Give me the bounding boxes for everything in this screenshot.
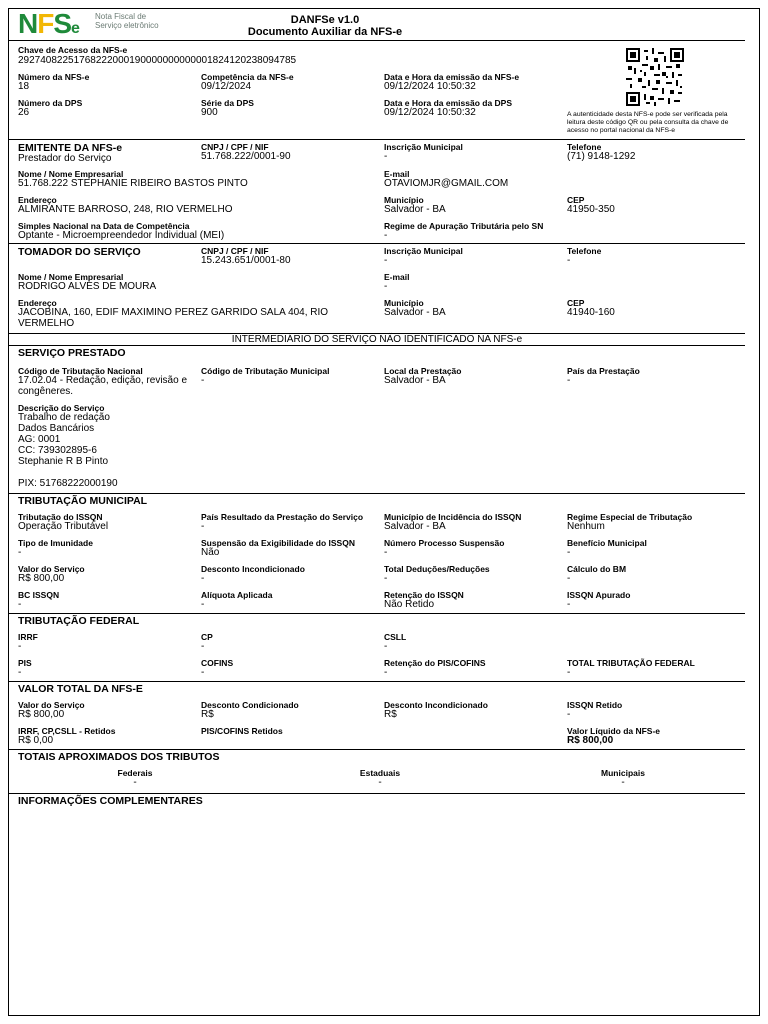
emitente-municipio-label: Município	[384, 195, 424, 205]
cod-nacional-label: Código de Tributação Nacional	[18, 366, 143, 376]
divider	[9, 493, 745, 494]
municipais: -	[621, 777, 625, 788]
pais-prestacao-label: País da Prestação	[567, 366, 640, 376]
numero-dps-label: Número da DPS	[18, 98, 83, 108]
federais-label: Federais	[117, 768, 153, 778]
tomador-email-label: E-mail	[384, 272, 410, 282]
tomador-municipio-label: Município	[384, 298, 424, 308]
pis: -	[18, 667, 22, 678]
desc-incond-label: Desconto Incondicionado	[201, 564, 305, 574]
retencao-issqn-label: Retenção do ISSQN	[384, 590, 464, 600]
processo-suspensao: -	[384, 547, 388, 558]
tomador-cep-label: CEP	[567, 298, 585, 308]
simples-label: Simples Nacional na Data de Competência	[18, 221, 190, 231]
processo-suspensao-label: Número Processo Suspensão	[384, 538, 505, 548]
csll-label: CSLL	[384, 632, 407, 642]
emitente-telefone-label: Telefone	[567, 142, 602, 152]
desc-incond: -	[201, 573, 205, 584]
mun-incidencia: Salvador - BA	[384, 521, 446, 532]
federais: -	[133, 777, 137, 788]
emissao-dps-label: Data e Hora da emissão da DPS	[384, 98, 513, 108]
intermediario-notice: INTERMEDIÁRIO DO SERVIÇO NÃO IDENTIFICADO NA NFS-e	[231, 334, 523, 345]
tomador-im: -	[384, 255, 388, 266]
emitente-subtitle: Prestador do Serviço	[18, 153, 112, 164]
emitente-nome: 51.768.222 STEPHANIE RIBEIRO BASTOS PINTO	[18, 178, 248, 189]
issqn-apurado: -	[567, 599, 571, 610]
numero-nfse-label: Número da NFS-e	[18, 72, 90, 82]
numero-dps: 26	[18, 107, 30, 118]
emitente-telefone: (71) 9148-1292	[567, 151, 636, 162]
tomador-cnpj-label: CNPJ / CPF / NIF	[201, 246, 269, 256]
trib-fed-title: TRIBUTAÇÃO FEDERAL	[18, 615, 140, 627]
tomador-endereco: JACOBINA, 160, EDIF MAXIMINO PEREZ GARRIDO SALA 404, RIO VERMELHO	[18, 307, 329, 329]
totais-title: TOTAIS APROXIMADOS DOS TRIBUTOS	[18, 751, 220, 763]
tomador-cep: 41940-160	[567, 307, 615, 318]
valor-servico: R$ 800,00	[18, 573, 65, 584]
divider	[9, 793, 745, 794]
competencia: 09/12/2024	[201, 81, 252, 92]
divider	[9, 345, 745, 346]
imunidade-label: Tipo de Imunidade	[18, 538, 93, 548]
irrf-label: IRRF	[18, 632, 38, 642]
chave-label: Chave de Acesso da NFS-e	[18, 45, 128, 55]
trib-issqn-label: Tributação do ISSQN	[18, 512, 103, 522]
emitente-municipio: Salvador - BA	[384, 204, 446, 215]
tomador-telefone: -	[567, 255, 571, 266]
divider	[9, 40, 745, 41]
qr-note: A autenticidade desta NFS-e pode ser verificada pela leitura deste código QR ou pela consulta da chave de acesso no portal nacional da NFS-e	[567, 111, 729, 134]
issqn-retido: -	[567, 709, 571, 720]
document-subtitle: Documento Auxiliar da NFS-e	[247, 26, 403, 38]
vt-valor: R$ 800,00	[18, 709, 65, 720]
cofins-label: COFINS	[201, 658, 234, 668]
divider	[9, 139, 745, 140]
emitente-cep: 41950-350	[567, 204, 615, 215]
desc-cond: R$	[201, 709, 214, 720]
beneficio: -	[567, 547, 571, 558]
suspensao: Não	[201, 547, 220, 558]
csll: -	[384, 641, 388, 652]
emitente-title: EMITENTE DA NFS-e	[18, 142, 123, 154]
emitente-endereco-label: Endereço	[18, 195, 57, 205]
pais-result-label: País Resultado da Prestação do Serviço	[201, 512, 364, 522]
trib-issqn: Operação Tributável	[18, 521, 109, 532]
emitente-cnpj-label: CNPJ / CPF / NIF	[201, 142, 269, 152]
bc-issqn: -	[18, 599, 22, 610]
estaduais-label: Estaduais	[359, 768, 401, 778]
divider	[9, 681, 745, 682]
cp-label: CP	[201, 632, 213, 642]
tomador-municipio: Salvador - BA	[384, 307, 446, 318]
pais-result: -	[201, 521, 205, 532]
calculo-bm-label: Cálculo do BM	[567, 564, 627, 574]
total-deducoes-label: Total Deduções/Reduções	[384, 564, 490, 574]
emitente-cep-label: CEP	[567, 195, 585, 205]
tomador-nome: RODRIGO ALVES DE MOURA	[18, 281, 157, 292]
suspensao-label: Suspensão da Exigibilidade do ISSQN	[201, 538, 355, 548]
retencao-pis: -	[384, 667, 388, 678]
emitente-cnpj: 51.768.222/0001-90	[201, 151, 291, 162]
cod-nacional: 17.02.04 - Redação, edição, revisão e congêneres.	[18, 375, 187, 397]
tomador-cnpj: 15.243.651/0001-80	[201, 255, 291, 266]
competencia-label: Competência da NFS-e	[201, 72, 294, 82]
imunidade: -	[18, 547, 22, 558]
regime-especial-label: Regime Especial de Tributação	[567, 512, 693, 522]
descricao-line: Trabalho de redação	[18, 412, 110, 423]
emissao-nfse: 09/12/2024 10:50:32	[384, 81, 476, 92]
valor-liquido: R$ 800,00	[567, 735, 614, 746]
cofins: -	[201, 667, 205, 678]
irrf: -	[18, 641, 22, 652]
vt-desc-incond: R$	[384, 709, 397, 720]
tomador-title: TOMADOR DO SERVIÇO	[18, 246, 141, 258]
regime-sn-label: Regime de Apuração Tributária pelo SN	[384, 221, 544, 231]
divider	[9, 749, 745, 750]
aliquota-label: Alíquota Aplicada	[201, 590, 273, 600]
retencao-issqn: Não Retido	[384, 599, 435, 610]
emitente-endereco: ALMIRANTE BARROSO, 248, RIO VERMELHO	[18, 204, 233, 215]
local-prestacao-label: Local da Prestação	[384, 366, 462, 376]
beneficio-label: Benefício Municipal	[567, 538, 647, 548]
aliquota: -	[201, 599, 205, 610]
cod-municipal: -	[201, 375, 205, 386]
chave-value: 29274082251768222000190000000000001824120238094785	[18, 55, 297, 66]
pix-line: PIX: 51768222000190	[18, 478, 118, 489]
bc-issqn-label: BC ISSQN	[18, 590, 60, 600]
descricao-line: CC: 739302895-6	[18, 445, 97, 456]
emitente-email-label: E-mail	[384, 169, 410, 179]
descricao-line: Dados Bancários	[18, 423, 95, 434]
descricao-label: Descrição do Serviço	[18, 403, 105, 413]
vt-valor-label: Valor do Serviço	[18, 700, 85, 710]
calculo-bm: -	[567, 573, 571, 584]
valor-servico-label: Valor do Serviço	[18, 564, 85, 574]
pis-retidos-label: PIS/COFINS Retidos	[201, 726, 283, 736]
issqn-retido-label: ISSQN Retido	[567, 700, 623, 710]
irrf-retidos-label: IRRF, CP,CSLL - Retidos	[18, 726, 116, 736]
tomador-im-label: Inscrição Municipal	[384, 246, 463, 256]
estaduais: -	[378, 777, 382, 788]
desc-cond-label: Desconto Condicionado	[201, 700, 299, 710]
serie-dps-label: Série da DPS	[201, 98, 254, 108]
divider	[9, 613, 745, 614]
emissao-nfse-label: Data e Hora da emissão da NFS-e	[384, 72, 520, 82]
tomador-nome-label: Nome / Nome Empresarial	[18, 272, 124, 282]
valor-liquido-label: Valor Líquido da NFS-e	[567, 726, 661, 736]
info-comp-title: INFORMAÇÕES COMPLEMENTARES	[18, 795, 203, 807]
document-title: DANFSe v1.0	[290, 14, 360, 26]
pais-prestacao: -	[567, 375, 571, 386]
pis-label: PIS	[18, 658, 32, 668]
regime-especial: Nenhum	[567, 521, 605, 532]
simples-value: Optante - Microempreendedor Individual (MEI)	[18, 230, 225, 241]
qr-code[interactable]	[626, 48, 684, 106]
irrf-retidos: R$ 0,00	[18, 735, 54, 746]
descricao-line: AG: 0001	[18, 434, 61, 445]
trib-mun-title: TRIBUTAÇÃO MUNICIPAL	[18, 495, 148, 507]
serie-dps: 900	[201, 107, 218, 118]
total-deducoes: -	[384, 573, 388, 584]
mun-incidencia-label: Município de Incidência do ISSQN	[384, 512, 522, 522]
valor-total-title: VALOR TOTAL DA NFS-E	[18, 683, 143, 695]
descricao-line: Stephanie R B Pinto	[18, 456, 109, 467]
emitente-email: OTAVIOMJR@GMAIL.COM	[384, 178, 509, 189]
logo-subtitle: Nota Fiscal de Serviço eletrônico	[95, 12, 159, 30]
tomador-email: -	[384, 281, 388, 292]
municipais-label: Municipais	[601, 768, 645, 778]
emitente-nome-label: Nome / Nome Empresarial	[18, 169, 124, 179]
nfse-logo: NFSe	[18, 8, 79, 39]
emitente-im: -	[384, 151, 388, 162]
cod-municipal-label: Código de Tributação Municipal	[201, 366, 330, 376]
emitente-im-label: Inscrição Municipal	[384, 142, 463, 152]
issqn-apurado-label: ISSQN Apurado	[567, 590, 631, 600]
vt-desc-incond-label: Desconto Incondicionado	[384, 700, 488, 710]
local-prestacao: Salvador - BA	[384, 375, 446, 386]
emissao-dps: 09/12/2024 10:50:32	[384, 107, 476, 118]
divider	[9, 243, 745, 244]
cp: -	[201, 641, 205, 652]
numero-nfse: 18	[18, 81, 30, 92]
servico-title: SERVIÇO PRESTADO	[18, 347, 126, 359]
regime-sn: -	[384, 230, 388, 241]
total-trib-fed: -	[567, 667, 571, 678]
retencao-pis-label: Retenção do PIS/COFINS	[384, 658, 486, 668]
tomador-endereco-label: Endereço	[18, 298, 57, 308]
total-trib-fed-label: TOTAL TRIBUTAÇÃO FEDERAL	[567, 658, 695, 668]
tomador-telefone-label: Telefone	[567, 246, 602, 256]
